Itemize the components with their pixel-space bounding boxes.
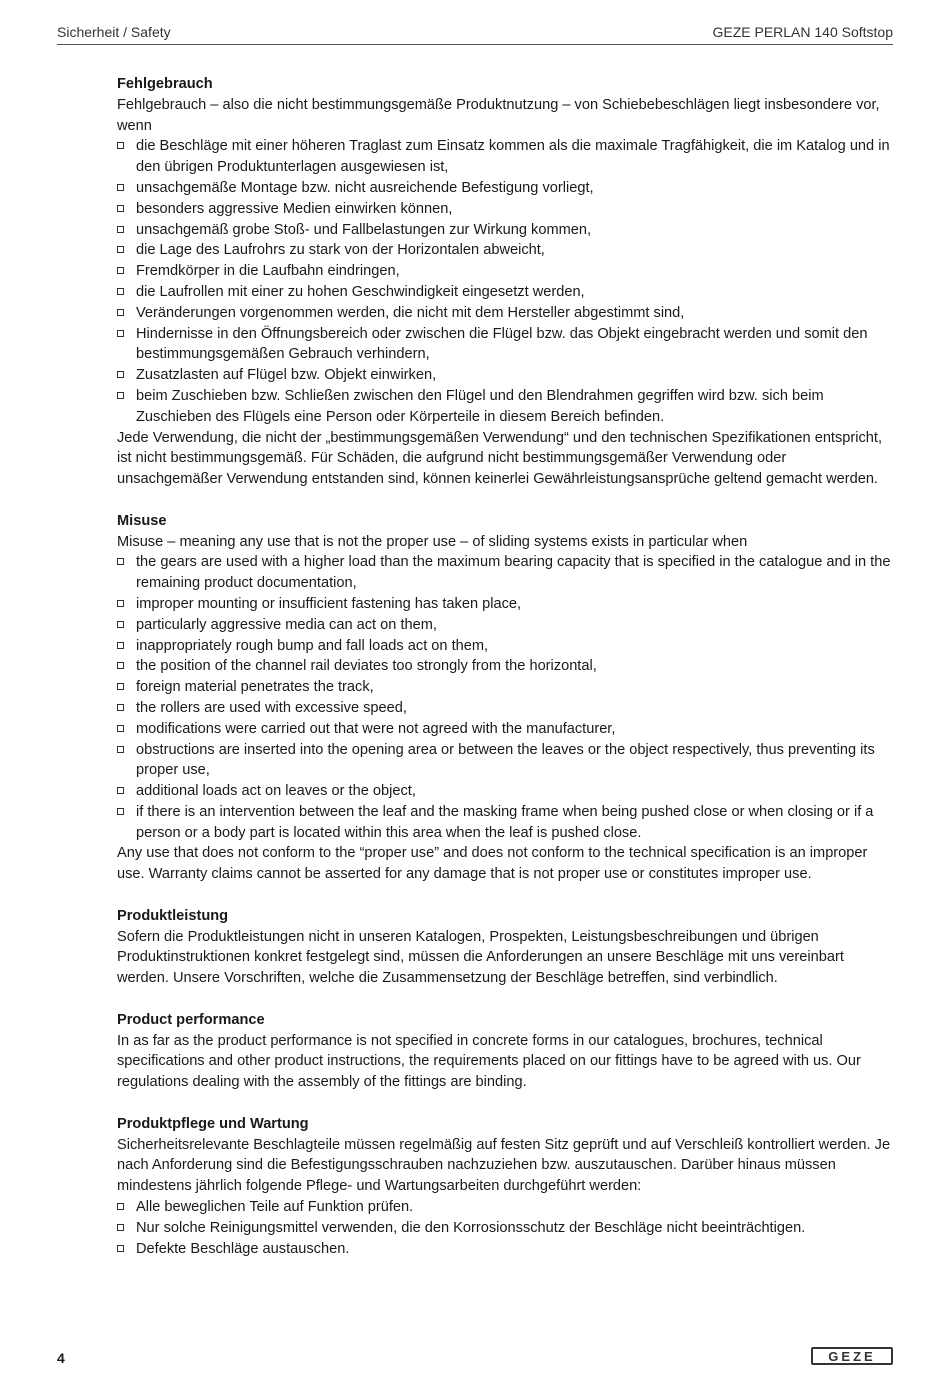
section (117, 1114, 894, 1260)
square-bullet-icon (117, 226, 124, 233)
list-item (117, 740, 894, 782)
section-title: Misuse (117, 512, 167, 529)
list-item-text: Nur solche Reinigungsmittel verwenden, die den Korrosionsschutz der Beschläge nicht beeinträchtigen. (136, 1219, 806, 1236)
list-item (117, 1239, 894, 1260)
page-number: 4 (57, 1350, 65, 1366)
section-outro: Any use that does not conform to the “proper use” and does not conform to the technical specification is an improper use. Warranty claims cannot be asserted for any damage that is not proper use or constitutes improper use. (117, 845, 868, 883)
list-item (117, 178, 894, 199)
section-intro: Fehlgebrauch – also die nicht bestimmungsgemäße Produktnutzung – von Schiebebeschlägen liegt insbesondere vor, wenn (117, 96, 880, 134)
section-intro: In as far as the product performance is not specified in concrete forms in our catalogues, brochures, technical specifications and other product instructions, the requirements placed on our fittings have to be agreed with us. Our regulations dealing with the assembly of the fittings are binding. (117, 1032, 861, 1091)
section-intro: Misuse – meaning any use that is not the proper use – of sliding systems exists in particular when (117, 533, 748, 550)
square-bullet-icon (117, 600, 124, 607)
square-bullet-icon (117, 787, 124, 794)
list-item (117, 677, 894, 698)
header-product-name: GEZE PERLAN 140 Softstop (712, 24, 893, 40)
list-item-text: unsachgemäß grobe Stoß- und Fallbelastungen zur Wirkung kommen, (136, 221, 592, 238)
list-item-text: if there is an intervention between the leaf and the masking frame when being pushed close or when closing or if a person or a body part is located within this area when the leaf is pushed close. (136, 803, 874, 841)
list-item-text: foreign material penetrates the track, (136, 679, 374, 696)
section-title: Fehlgebrauch (117, 76, 213, 92)
list-item (117, 719, 894, 740)
square-bullet-icon (117, 330, 124, 337)
square-bullet-icon (117, 288, 124, 295)
square-bullet-icon (117, 184, 124, 191)
square-bullet-icon (117, 1203, 124, 1210)
list-item (117, 240, 894, 261)
list-item (117, 656, 894, 677)
list-item (117, 199, 894, 220)
list-item (117, 615, 894, 636)
bullet-list (117, 136, 894, 427)
section (117, 511, 894, 885)
square-bullet-icon (117, 392, 124, 399)
list-item-text: Veränderungen vorgenommen werden, die nicht mit dem Hersteller abgestimmt sind, (136, 304, 685, 321)
square-bullet-icon (117, 1224, 124, 1231)
list-item-text: Fremdkörper in die Laufbahn eindringen, (136, 263, 400, 280)
page-header (57, 24, 893, 45)
square-bullet-icon (117, 808, 124, 815)
section-intro: Sicherheitsrelevante Beschlagteile müssen regelmäßig auf festen Sitz geprüft und auf Verschleiß kontrolliert werden. Je nach Anforderung sind die Befestigungsschrauben nachzuziehen bzw. auszutauschen. Darüber hinaus müssen mindestens jährlich folgende Pflege- und Wartungsarbeiten durchgeführt werden: (117, 1136, 891, 1195)
square-bullet-icon (117, 267, 124, 274)
square-bullet-icon (117, 642, 124, 649)
list-item-text: beim Zuschieben bzw. Schließen zwischen den Flügel und den Blendrahmen gegriffen wird bzw. sich beim Zuschieben des Flügels eine Person oder Körperteile in diesem Bereich befinden. (136, 387, 824, 425)
list-item-text: Alle beweglichen Teile auf Funktion prüfen. (136, 1199, 414, 1216)
square-bullet-icon (117, 683, 124, 690)
bullet-list (117, 552, 894, 843)
list-item-text: improper mounting or insufficient fastening has taken place, (136, 595, 522, 612)
list-item-text: unsachgemäße Montage bzw. nicht ausreichende Befestigung vorliegt, (136, 179, 594, 196)
square-bullet-icon (117, 205, 124, 212)
section-intro: Sofern die Produktleistungen nicht in unseren Katalogen, Prospekten, Leistungsbeschreibungen und übrigen Produktinstruktionen konkret festgelegt sind, müssen die Anforderungen an unsere Beschläge mit uns vereinbart werden. Unsere Vorschriften, welche die Zusammensetzung der Beschläge betreffen, sind verbindlich. (117, 928, 844, 987)
list-item-text: Zusatzlasten auf Flügel bzw. Objekt einwirken, (136, 367, 437, 384)
section (117, 1010, 894, 1093)
list-item-text: die Beschläge mit einer höheren Traglast zum Einsatz kommen als die maximale Tragfähigkeit, die im Katalog und in den übrigen Produktunterlagen ausgewiesen ist, (136, 138, 890, 176)
section (117, 906, 894, 989)
list-item-text: die Lage des Laufrohrs zu stark von der Horizontalen abweicht, (136, 242, 545, 259)
list-item (117, 324, 894, 366)
list-item (117, 303, 894, 324)
geze-logo: GEZE (811, 1347, 893, 1365)
list-item (117, 594, 894, 615)
square-bullet-icon (117, 746, 124, 753)
square-bullet-icon (117, 704, 124, 711)
square-bullet-icon (117, 725, 124, 732)
list-item-text: modifications were carried out that were not agreed with the manufacturer, (136, 720, 616, 737)
section-title: Produktleistung (117, 907, 229, 924)
list-item-text: inappropriately rough bump and fall loads act on them, (136, 637, 489, 654)
section-title: Produktpflege und Wartung (117, 1115, 309, 1132)
list-item (117, 1218, 894, 1239)
list-item (117, 261, 894, 282)
bullet-list (117, 1197, 894, 1259)
list-item-text: the rollers are used with excessive speed, (136, 699, 407, 716)
list-item-text: additional loads act on leaves or the object, (136, 783, 416, 800)
list-item (117, 698, 894, 719)
header-section-title: Sicherheit / Safety (57, 24, 171, 40)
list-item (117, 552, 894, 594)
square-bullet-icon (117, 1245, 124, 1252)
list-item (117, 282, 894, 303)
square-bullet-icon (117, 621, 124, 628)
list-item-text: Hindernisse in den Öffnungsbereich oder zwischen die Flügel bzw. das Objekt eingebracht werden und somit den bestimmungsgemäßen Gebrauch verhindern, (136, 325, 868, 363)
list-item-text: Defekte Beschläge austauschen. (136, 1240, 350, 1257)
list-item (117, 220, 894, 241)
list-item-text: besonders aggressive Medien einwirken können, (136, 200, 453, 217)
list-item (117, 802, 894, 844)
list-item (117, 636, 894, 657)
list-item-text: obstructions are inserted into the opening area or between the leaves or the object respectively, thus preventing its proper use, (136, 741, 875, 779)
square-bullet-icon (117, 142, 124, 149)
list-item-text: the position of the channel rail deviates too strongly from the horizontal, (136, 658, 597, 675)
square-bullet-icon (117, 246, 124, 253)
square-bullet-icon (117, 309, 124, 316)
square-bullet-icon (117, 371, 124, 378)
section-outro: Jede Verwendung, die nicht der „bestimmungsgemäßen Verwendung“ und den technischen Spezifikationen entspricht, ist nicht bestimmungsgemäß. Für Schäden, die aufgrund nicht bestimmungsgemäßer Verwendung oder unsachgemäßer Verwendung entstanden sind, können keinerlei Gewährleistungsansprüche geltend gemacht werden. (117, 429, 883, 488)
square-bullet-icon (117, 662, 124, 669)
section (117, 74, 894, 490)
list-item-text: particularly aggressive media can act on them, (136, 616, 437, 633)
list-item-text: the gears are used with a higher load than the maximum bearing capacity that is specified in the catalogue and in the remaining product documentation, (136, 554, 891, 592)
list-item (117, 365, 894, 386)
list-item (117, 1197, 894, 1218)
list-item (117, 386, 894, 428)
page-content (117, 74, 894, 1280)
section-title: Product performance (117, 1011, 265, 1028)
list-item-text: die Laufrollen mit einer zu hohen Geschwindigkeit eingesetzt werden, (136, 283, 585, 300)
list-item (117, 781, 894, 802)
list-item (117, 136, 894, 178)
square-bullet-icon (117, 558, 124, 565)
